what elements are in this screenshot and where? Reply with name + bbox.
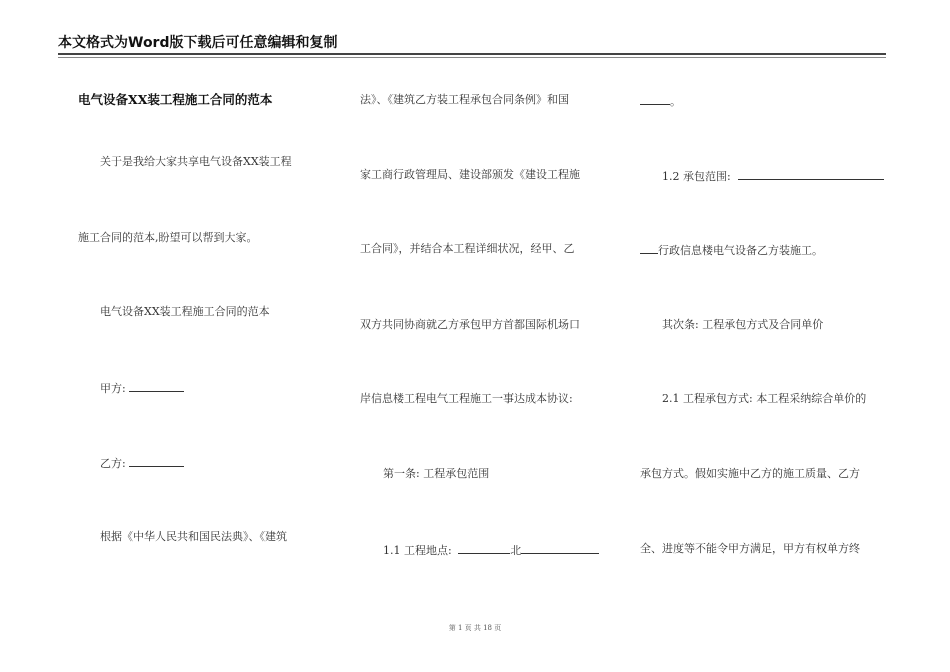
header-rule-thin — [58, 57, 886, 58]
col3-line-1-end: 。 — [670, 95, 681, 108]
article-1-heading: 第一条: 工程承包范围 — [383, 467, 490, 480]
col2-line-2: 家工商行政管理局、建设部颁发《建设工程施 — [360, 168, 580, 181]
site-mid-text: 北 — [510, 544, 522, 557]
site-blank-1 — [458, 542, 510, 554]
scope-line — [662, 168, 884, 184]
site-label: 1.1 工程地点: — [383, 544, 452, 557]
site-line — [383, 542, 599, 558]
document-title: 电气设备XX装工程施工合同的范本 — [78, 92, 273, 107]
scope-blank — [738, 168, 884, 180]
scope-text-blank — [640, 242, 658, 254]
article-2-heading: 其次条: 工程承包方式及合同单价 — [662, 318, 824, 331]
page-number-footer: 第 1 页 共 18 页 — [448, 624, 502, 632]
party-b-blank — [129, 455, 184, 467]
party-a-label: 甲方: — [100, 382, 126, 395]
intro-line-2: 施工合同的范本,盼望可以帮到大家。 — [78, 231, 258, 244]
contract-subtitle: 电气设备XX装工程施工合同的范本 — [100, 305, 270, 318]
method-line-2: 承包方式。假如实施中乙方的施工质量、乙方 — [640, 467, 860, 480]
col2-line-5: 岸信息楼工程电气工程施工一事达成本协议: — [360, 392, 573, 405]
intro-line-1: 关于是我给大家共享电气设备XX装工程 — [100, 155, 292, 168]
col2-line-1: 法》、《建筑乙方装工程承包合同条例》和国 — [360, 93, 569, 106]
col2-line-3: 工合同》，并结合本工程详细状况，经甲、乙 — [360, 242, 575, 255]
page-header-title: 本文格式为Word版下载后可任意编辑和复制 — [58, 35, 338, 51]
method-line-1: 2.1 工程承包方式: 本工程采纳综合单价的 — [662, 392, 867, 405]
header-rule-thick — [58, 53, 886, 55]
scope-text-line — [640, 242, 823, 258]
col3-line-1 — [640, 93, 681, 109]
party-b-label: 乙方: — [100, 457, 126, 470]
method-line-3: 全、进度等不能令甲方满足，甲方有权单方终 — [640, 542, 860, 555]
scope-text: 行政信息楼电气设备乙方装施工。 — [658, 244, 823, 257]
party-b-line — [100, 455, 184, 471]
col2-line-4: 双方共同协商就乙方承包甲方首都国际机场口 — [360, 318, 580, 331]
scope-label: 1.2 承包范围: — [662, 170, 731, 183]
party-a-line — [100, 380, 184, 396]
col3-blank-1 — [640, 93, 670, 105]
basis-line: 根据《中华人民共和国民法典》、《建筑 — [100, 530, 287, 543]
site-blank-2 — [521, 542, 599, 554]
party-a-blank — [129, 380, 184, 392]
